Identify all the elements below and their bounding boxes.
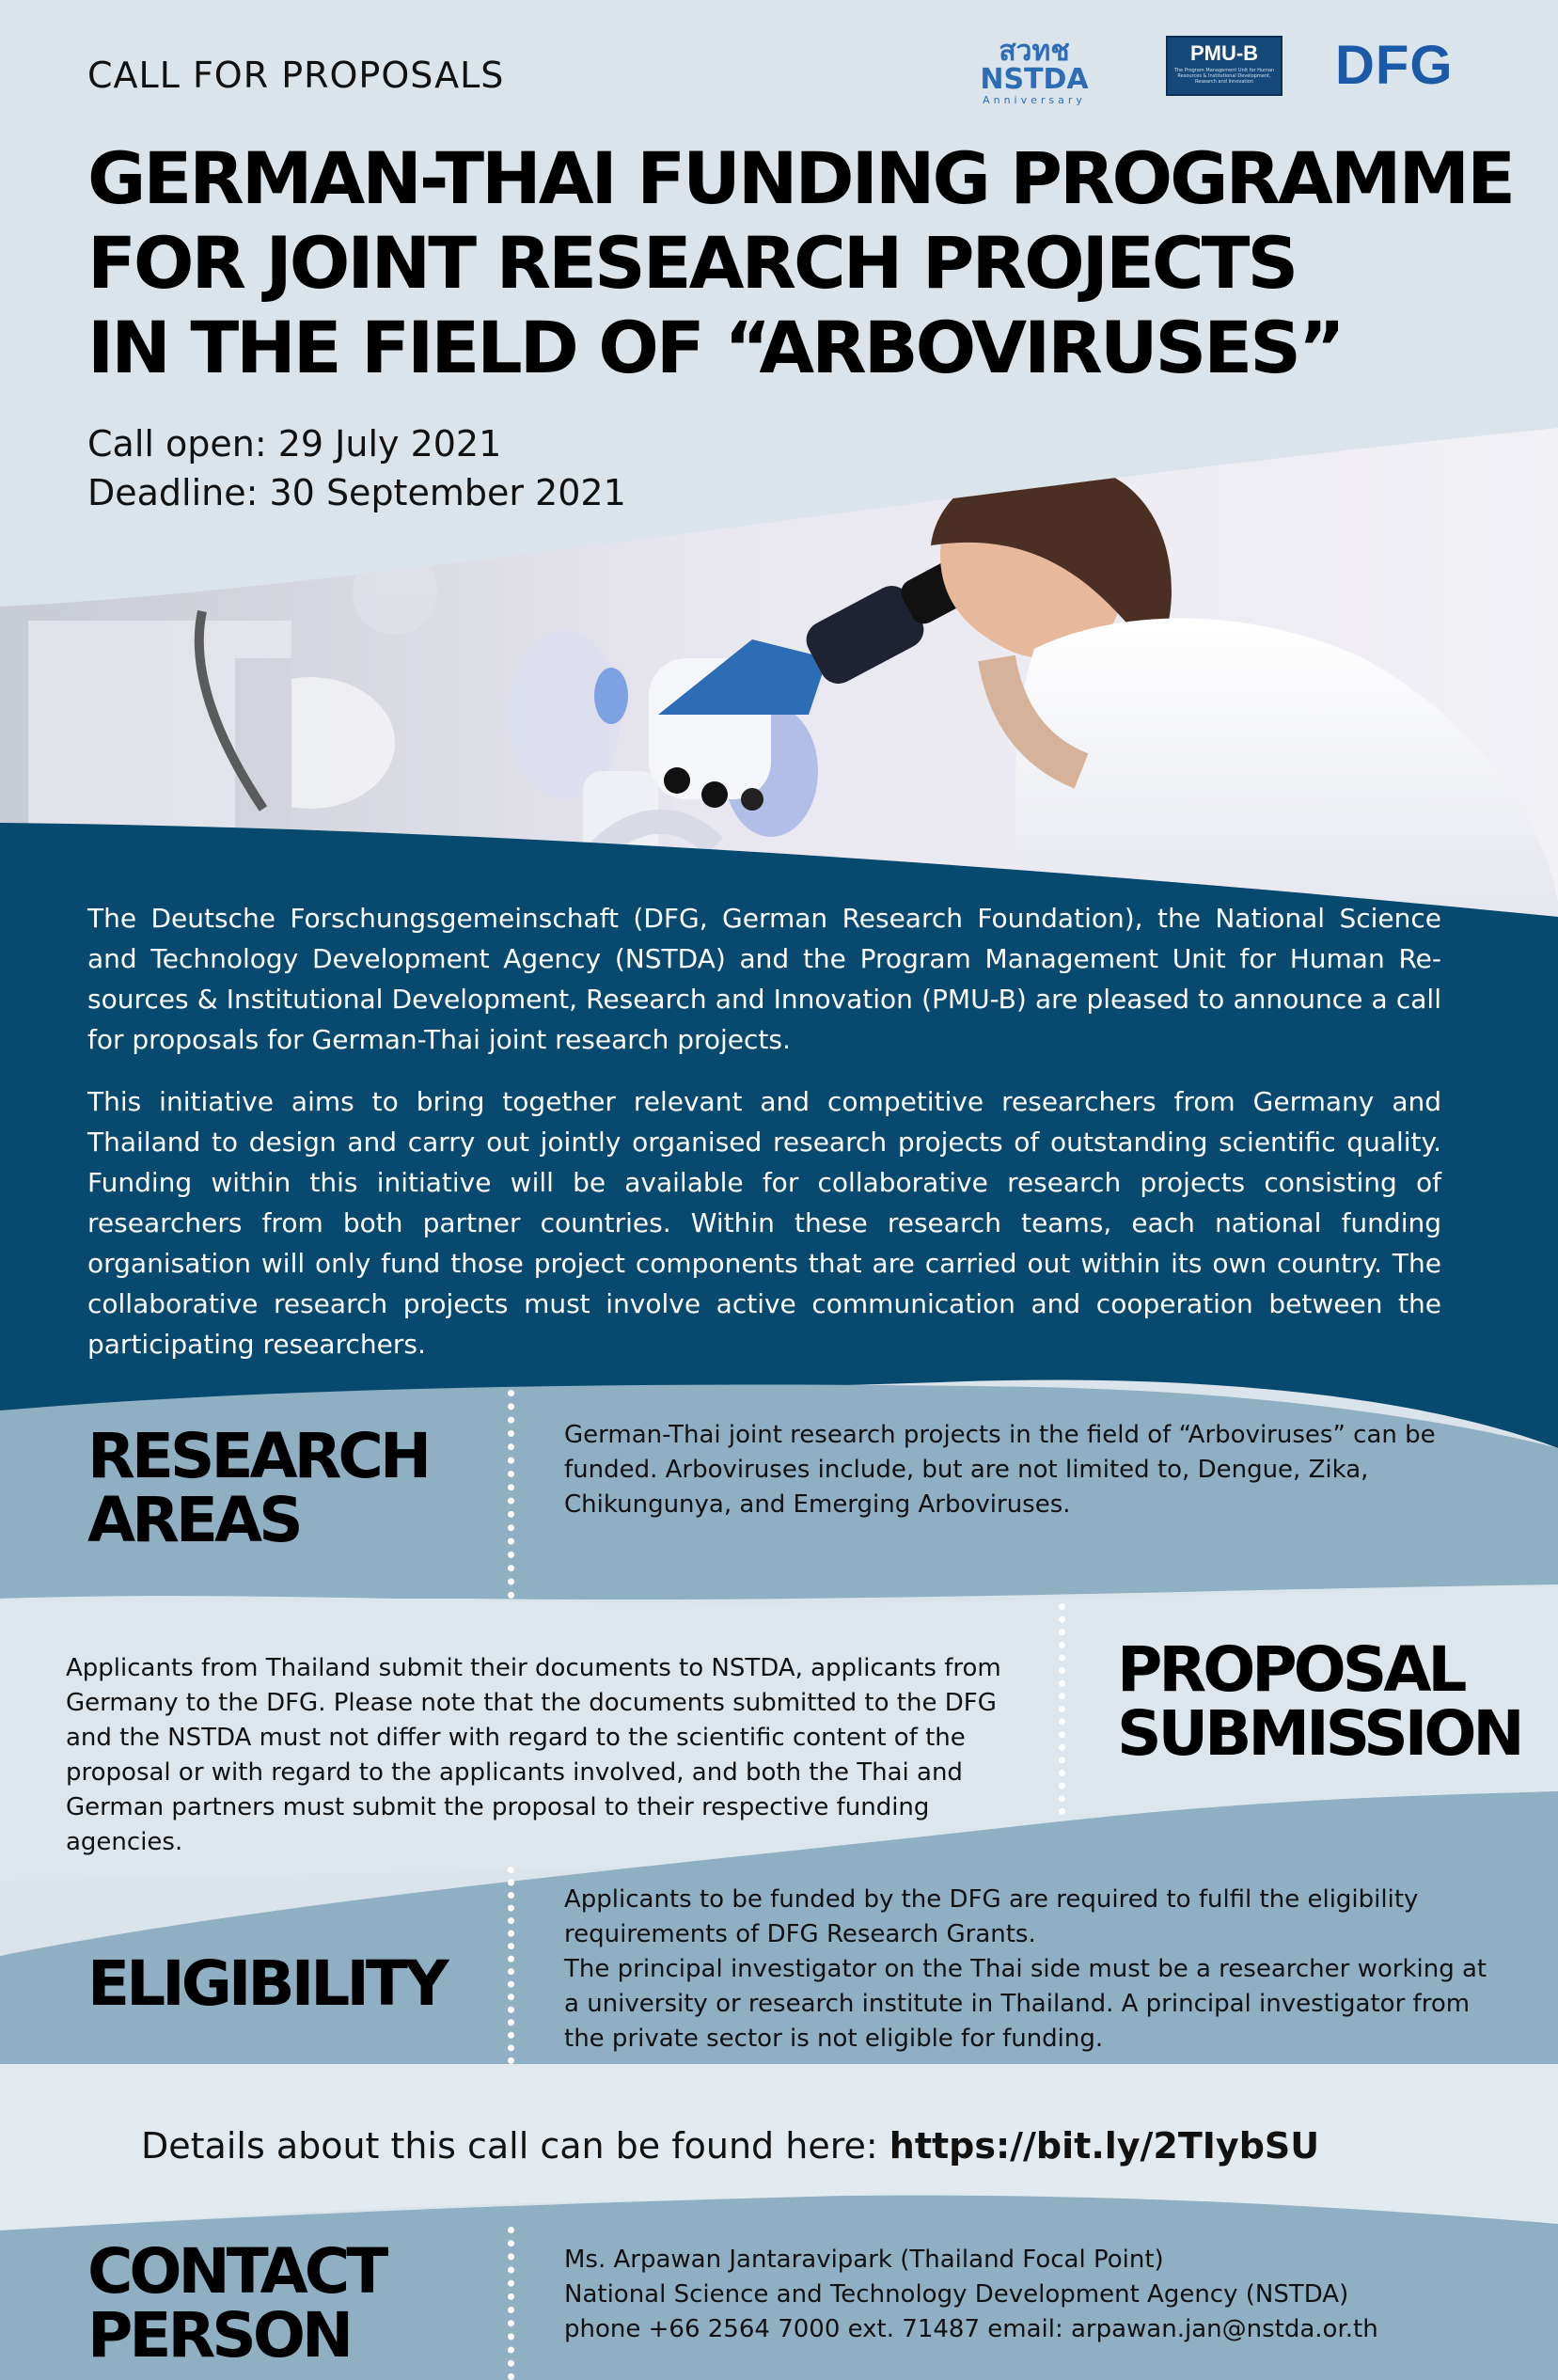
- divider-dots: [508, 2227, 514, 2380]
- proposal-submission-text: Applicants from Thailand submit their documents to NSTDA, applicants from Germany to the DFG. Please note that the documents submitted to the DFG and the NSTDA must not differ with regard to the scientific content of the proposal or with regard to the applicants involved, and both the Thai and German partners must submit the proposal to their respective funding agencies.: [66, 1654, 1001, 1856]
- proposal-submission-heading-line-2: SUBMISSION: [1117, 1697, 1521, 1770]
- deadline-date: Deadline: 30 September 2021: [87, 472, 626, 513]
- research-areas-heading-line-1: RESEARCH: [87, 1420, 429, 1492]
- pmub-logo: [1166, 36, 1283, 96]
- details-prefix: Details about this call can be found here:: [141, 2125, 889, 2167]
- proposal-submission-heading: [1117, 1633, 1521, 1770]
- call-for-proposals-label: CALL FOR PROPOSALS: [87, 55, 505, 96]
- title-line-2: FOR JOINT RESEARCH PROJECTS: [87, 221, 1297, 305]
- nstda-logo: [954, 35, 1114, 106]
- divider-dots: [1059, 1603, 1065, 1815]
- page-title: [87, 136, 1517, 390]
- contact-details: [564, 2243, 1523, 2347]
- pmub-logo-subtext: The Program Management Unit for Human Resources & Institutional Development, Research and Innovation: [1173, 68, 1275, 85]
- title-line-1: GERMAN-THAI FUNDING PROGRAMME: [87, 136, 1514, 220]
- contact-person-heading: [87, 2235, 386, 2372]
- contact-organization: National Science and Technology Development Agency (NSTDA): [564, 2280, 1349, 2309]
- contact-name: Ms. Arpawan Jantaravipark (Thailand Focal Point): [564, 2246, 1164, 2274]
- details-url-link[interactable]: https://bit.ly/2TIybSU: [889, 2125, 1320, 2167]
- eligibility-text-2: The principal investigator on the Thai side must be a researcher working at a university or research institute in Thailand. A principal investigator from the private sector is not eligible for funding.: [564, 1955, 1487, 2053]
- details-line: [141, 2125, 1319, 2167]
- contact-heading-line-2: PERSON: [87, 2299, 351, 2372]
- eligibility-text-1: Applicants to be funded by the DFG are required to fulfil the eligibility requirements of DFG Research Grants.: [564, 1885, 1419, 1948]
- nstda-logo-subtext: Anniversary: [983, 94, 1086, 106]
- intro-paragraph-2: This initiative aims to bring together relevant and competitive researchers from Germany and Thailand to design and carry out jointly organised research projects of outstanding scientific quality. Funding within this initiative will be available for collaborative research projects consisting of researchers from both partner countries. Within these research teams, each national funding organisation will only fund those project components that are carried out within its own country. The collaborative research projects must involve active communication and cooperation between the participating researchers.: [87, 1086, 1441, 1360]
- contact-phone-email[interactable]: phone +66 2564 7000 ext. 71487 email: arpawan.jan@nstda.or.th: [564, 2315, 1378, 2343]
- research-areas-text: German-Thai joint research projects in the field of “Arboviruses” can be funded. Arboviruses include, but are not limited to, Dengue, Zika, Chikungunya, and Emerging Arboviruses.: [564, 1421, 1436, 1519]
- dfg-logo: DFG: [1335, 35, 1454, 96]
- intro-paragraph-1: The Deutsche Forschungsgemeinschaft (DFG, German Research Foundation), the National Science and Technology Development Agency (NSTDA) and the Program Management Unit for Human Re-sources & Institutional Development, Research and Innovation (PMU-B) are pleased to announce a call for proposals for German-Thai joint research projects.: [87, 903, 1441, 1055]
- title-line-3: IN THE FIELD OF “ARBOVIRUSES”: [87, 306, 1343, 389]
- nstda-logo-text: สวทช NSTDA: [980, 35, 1089, 96]
- divider-dots: [508, 1390, 514, 1599]
- eligibility-heading: ELIGIBILITY: [87, 1947, 446, 2020]
- research-areas-heading-line-2: AREAS: [87, 1484, 300, 1556]
- contact-heading-line-1: CONTACT: [87, 2235, 386, 2308]
- divider-dots: [508, 1867, 514, 2064]
- research-areas-heading: [87, 1420, 429, 1556]
- pmub-logo-title: PMU-B: [1189, 41, 1259, 65]
- call-open-date: Call open: 29 July 2021: [87, 423, 502, 465]
- proposal-submission-heading-line-1: PROPOSAL: [1117, 1633, 1464, 1706]
